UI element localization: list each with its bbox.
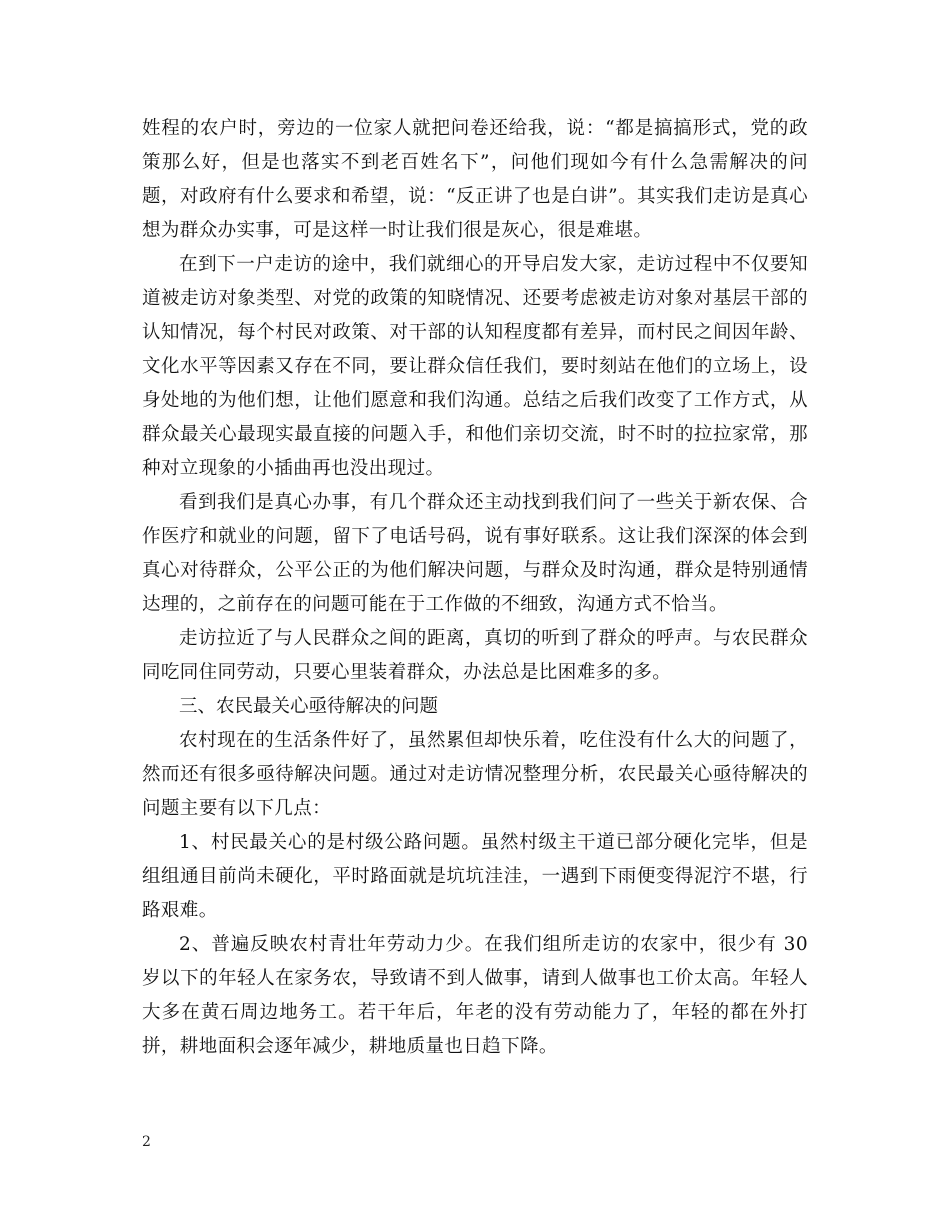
page-number: 2 — [142, 1134, 151, 1150]
paragraph-issues-intro: 农村现在的生活条件好了，虽然累但却快乐着，吃住没有什么大的问题了，然而还有很多亟待解决问题。通过对走访情况整理分析，农民最关心亟待解决的问题主要有以下几点： — [142, 730, 808, 819]
paragraph-continuation: 姓程的农户时，旁边的一位家人就把问卷还给我，说：“都是搞搞形式，党的政策那么好，但是也落实不到老百姓名下”，问他们现如今有什么急需解决的问题，对政府有什么要求和希望，说：“反正讲了也是白讲”。其实我们走访是真心想为群众办实事，可是这样一时让我们很是灰心，很是难堪。 — [142, 118, 808, 241]
paragraph-closer-to-people: 走访拉近了与人民群众之间的距离，真切的听到了群众的呼声。与农民群众同吃同住同劳动，只要心里装着群众，办法总是比困难多的多。 — [142, 628, 808, 683]
paragraph-issue-roads: 1、村民最关心的是村级公路问题。虽然村级主干道已部分硬化完毕，但是组组通目前尚未硬化，平时路面就是坑坑洼洼，一遇到下雨便变得泥泞不堪，行路艰难。 — [142, 832, 808, 921]
paragraph-issue-labor: 2、普遍反映农村青壮年劳动力少。在我们组所走访的农家中，很少有 30 岁以下的年轻人在家务农，导致请不到人做事，请到人做事也工价太高。年轻人大多在黄石周边地务工。若干年后，年老的没有劳动能力了，年轻的都在外打拼，耕地面积会逐年减少，耕地质量也日趋下降。 — [142, 934, 808, 1057]
paragraph-sincere-service: 看到我们是真心办事，有几个群众还主动找到我们问了一些关于新农保、合作医疗和就业的问题，留下了电话号码，说有事好联系。这让我们深深的体会到真心对待群众，公平公正的为他们解决问题，与群众及时沟通，群众是特别通情达理的，之前存在的问题可能在于工作做的不细致，沟通方式不恰当。 — [142, 492, 808, 615]
document-body — [142, 112, 808, 1064]
paragraph-visit-approach: 在到下一户走访的途中，我们就细心的开导启发大家，走访过程中不仅要知道被走访对象类型、对党的政策的知晓情况、还要考虑被走访对象对基层干部的认知情况，每个村民对政策、对干部的认知程度都有差异，而村民之间因年龄、文化水平等因素又存在不同，要让群众信任我们，要时刻站在他们的立场上，设身处地的为他们想，让他们愿意和我们沟通。总结之后我们改变了工作方式，从群众最关心最现实最直接的问题入手，和他们亲切交流，时不时的拉拉家常，那种对立现象的小插曲再也没出现过。 — [142, 254, 808, 479]
section-heading: 三、农民最关心亟待解决的问题 — [179, 696, 439, 717]
